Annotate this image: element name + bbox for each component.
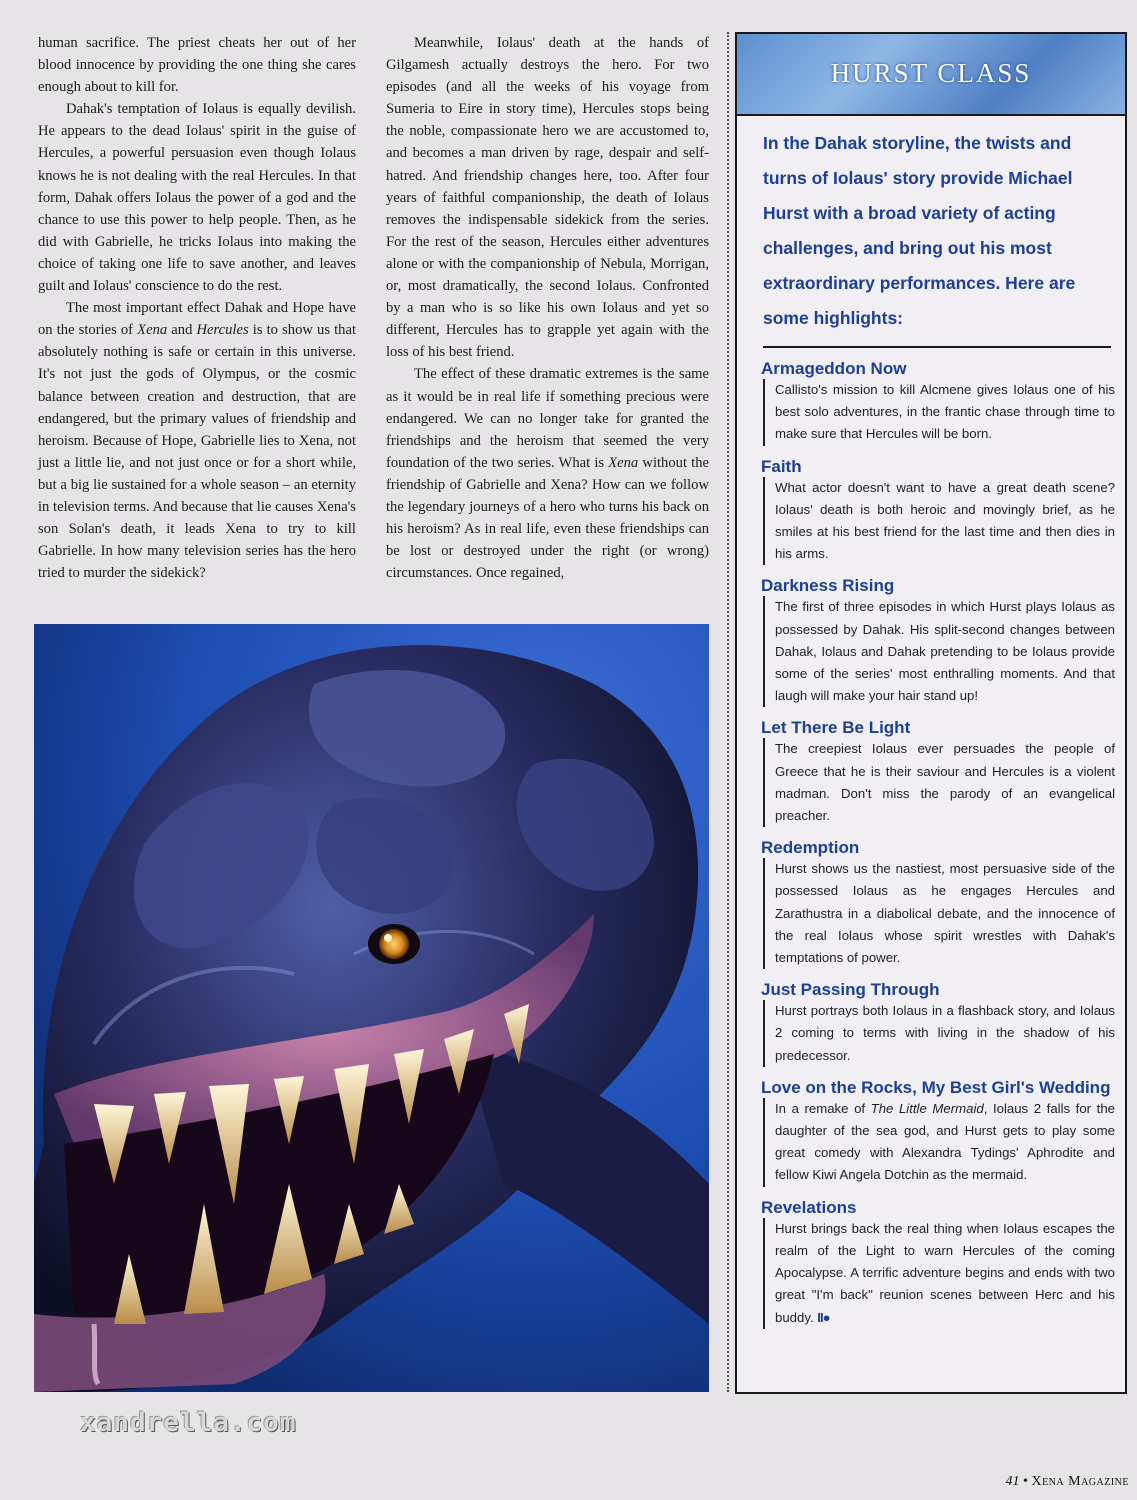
footer-separator: • [1023, 1474, 1028, 1489]
entry-body: What actor doesn't want to have a great death scene? Iolaus' death is both heroic and movingly brief, as he smiles at his best friend for the last time and then dies in his arms. [763, 477, 1115, 566]
paragraph: human sacrifice. The priest cheats her out of her blood innocence by providing the one thing she cares enough about to kill for. [38, 35, 356, 96]
sidebar-title: HURST CLASS [830, 58, 1032, 88]
highlight-entry [761, 358, 1115, 446]
highlight-entry [761, 979, 1115, 1067]
entry-body: Callisto's mission to kill Alcmene gives Iolaus one of his best solo adventures, in the frantic chase through time to make sure that Hercules will be born. [763, 379, 1115, 446]
article-column-left [38, 32, 356, 584]
paragraph: The effect of these dramatic extremes is the same as it would be in real life if something precious were endangered. We can no longer take for granted the friendships and the heroism that seemed the very foundation of the two series. What is Xena without the friendship of Gabrielle and Xena? How can we follow the legendary journeys of a hero who turns his back on his heroism? As in real life, even these friendships can be lost or destroyed under the right (or wrong) circumstances. Once regained, [386, 366, 709, 582]
entry-title: Love on the Rocks, My Best Girl's Wedding [761, 1077, 1111, 1097]
highlight-entry [761, 1197, 1115, 1329]
paragraph: Dahak's temptation of Iolaus is equally devilish. He appears to the dead Iolaus' spirit in the guise of Hercules, a powerful persuasion even though Iolaus knows he is not dealing with the real Hercules. In that form, Dahak offers Iolaus the power of a god and the chance to use this power to help people. Then, as he did with Gabrielle, he tricks Iolaus into making the choice of taking one life to save another, and leaves guilt and Iolaus' conscience to do the rest. [38, 101, 356, 295]
paragraph: Meanwhile, Iolaus' death at the hands of Gilgamesh actually destroys the hero. For two episodes (and all the weeks of his voyage from Sumeria to Eire in story time), Hercules stops being the noble, compassionate hero we are accustomed to, and becomes a man driven by rage, despair and self-hatred. And friendship changes here, too. After four years of faithful companionship, the death of Iolaus removes the indispensable sidekick from the series. For the rest of the season, Hercules either adventures alone or with the companionship of Nebula, Morrigan, or, most dramatically, the second Iolaus. Confronted by a man who is so like his own Iolaus and yet so different, Hercules has to grapple yet again with the loss of his best friend. [386, 35, 709, 361]
column-divider [727, 32, 729, 1392]
article-column-middle [386, 32, 709, 584]
entry-title: Darkness Rising [761, 576, 895, 596]
entry-body: The first of three episodes in which Hurst plays Iolaus as possessed by Dahak. His split-second changes between Dahak, Iolaus and Dahak pretending to be Iolaus provide some of the series' most enthralling moments. And that laugh will make your hair stand up! [763, 596, 1115, 707]
highlight-entry [761, 837, 1115, 969]
sidebar-intro: In the Dahak storyline, the twists and turns of Iolaus' story provide Michael Hurst with a broad variety of acting challenges, and bring out his most extraordinary performances. Here are some highlights: [763, 126, 1111, 348]
highlight-entry [761, 1077, 1115, 1187]
highlight-entry [761, 575, 1115, 707]
entry-body: In a remake of The Little Mermaid, Iolaus 2 falls for the daughter of the sea god, and Hurst gets to play some great comedy with Alexandra Tydings' Aphrodite and fellow Kiwi Angela Dotchin as the mermaid. [763, 1098, 1115, 1187]
paragraph: The most important effect Dahak and Hope have on the stories of Xena and Hercules is to show us that absolutely nothing is safe or certain in this universe. It's not just the gods of Olympus, or the cosmic balance between creation and destruction, that are endangered, but the primary values of friendship and heroism. Because of Hope, Gabrielle lies to Xena, not just a little lie, and not just once or for a short while, but a big lie sustained for a whole season – an eternity in television terms. And because that lie causes Xena's son Solan's death, it leads Xena to try to kill Gabrielle. In how many television series has the hero tried to murder the sidekick? [38, 300, 357, 582]
dahak-creature-photo [34, 624, 709, 1392]
sidebar-banner [737, 34, 1125, 116]
watermark: xandrella.com [80, 1408, 297, 1438]
entry-title: Armageddon Now [761, 359, 907, 378]
sidebar-box [735, 32, 1127, 1394]
entry-title: Let There Be Light [761, 718, 911, 738]
magazine-name: Xena Magazine [1031, 1474, 1129, 1489]
end-mark-icon: II● [817, 1309, 830, 1325]
highlight-entry [761, 456, 1115, 566]
entry-title: Redemption [761, 838, 860, 858]
entry-body: Hurst shows us the nastiest, most persuasive side of the possessed Iolaus as he engages Hercules and Zarathustra in a diabolical debate, and the innocence of the real Iolaus whose spirit wrestles with Dahak's temptations of power. [763, 858, 1115, 969]
entry-body: Hurst brings back the real thing when Iolaus escapes the realm of the Light to warn Hercules of the coming Apocalypse. A terrific adventure begins and ends with two great "I'm back" reunion scenes between Herc and his buddy. II● [763, 1218, 1115, 1329]
entry-body: Hurst portrays both Iolaus in a flashback story, and Iolaus 2 coming to terms with living in the shadow of his predecessor. [763, 1000, 1115, 1067]
entry-title: Just Passing Through [761, 980, 940, 1000]
page-footer [1006, 1474, 1129, 1490]
entry-title: Faith [761, 456, 802, 476]
highlight-entry [761, 717, 1115, 827]
dahak-creature-illustration [34, 624, 709, 1392]
entry-title: Revelations [761, 1197, 857, 1217]
entry-body: The creepiest Iolaus ever persuades the people of Greece that he is their saviour and Hercules is a violent madman. Don't miss the parody of an evangelical preacher. [763, 738, 1115, 827]
page-number: 41 [1005, 1474, 1020, 1489]
